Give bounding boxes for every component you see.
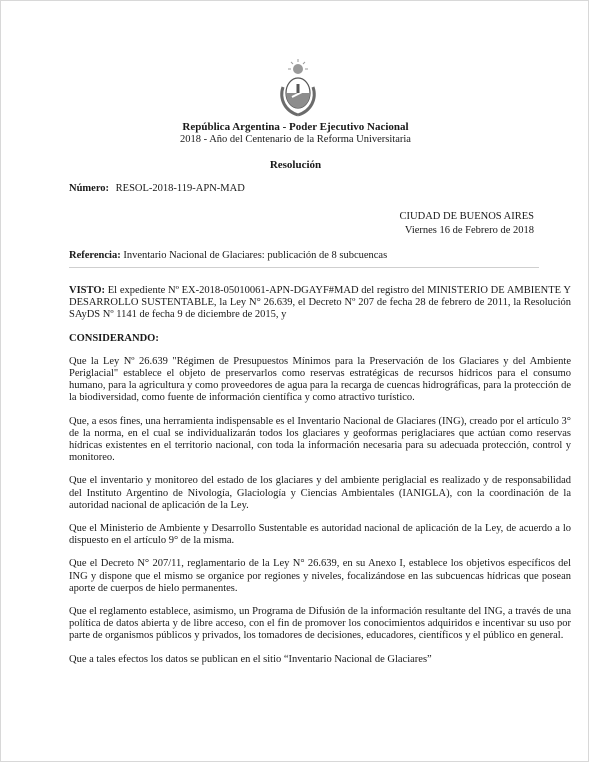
paragraph: Que el Decreto N° 207/11, reglamentario de la Ley N° 26.639, en su Anexo I, establece los objetivos específicos del ING y dispone que el mismo se organice por regiones y niveles, focalizándose en las subcuencas hídricas que posean aporte de cuerpos de hielo permanentes. — [69, 558, 571, 594]
reference-label: Referencia: — [69, 250, 121, 261]
divider — [69, 267, 539, 268]
paragraph: Que la Ley Nº 26.639 "Régimen de Presupuestos Mínimos para la Preservación de los Glaciares y del Ambiente Periglacial" establece el objeto de preservarlos como reservas estratégicas de recursos hídricos para el consumo humano, para la agricultura y como proveedores de agua para la recarga de cuencas hidrográficas, para la protección de la biodiversidad, como fuente de información científica y como atractivo turístico. — [69, 355, 571, 404]
coat-of-arms-icon — [277, 57, 319, 119]
paragraph: Que el Ministerio de Ambiente y Desarrollo Sustentable es autoridad nacional de aplicación de la Ley, de acuerdo a lo dispuesto en el artículo 9° de la misma. — [69, 523, 571, 547]
document-body — [69, 285, 571, 677]
paragraph: Que el inventario y monitoreo del estado de los glaciares y del ambiente periglacial es realizado y de responsabilidad del Instituto Argentino de Nivología, Glaciología y Ciencias Ambientales (IANIGLA), con la coordinación de la autoridad nacional de aplicación de la Ley. — [69, 475, 571, 511]
reference-value: Inventario Nacional de Glaciares: publicación de 8 subcuencas — [123, 250, 388, 261]
year-motto: 2018 - Año del Centenario de la Reforma Universitaria — [180, 134, 411, 145]
visto-paragraph — [69, 285, 571, 322]
city: CIUDAD DE BUENOS AIRES — [399, 211, 534, 222]
institution-header: República Argentina - Poder Ejecutivo Nacional — [182, 121, 409, 133]
visto-label: VISTO: — [69, 285, 105, 296]
paragraph: Que, a esos fines, una herramienta indispensable es el Inventario Nacional de Glaciares (ING), creado por el artículo 3° de la norma, en el cual se individualizarán todos los glaciares y geoformas periglaciares que actúan como reservas hídricas existentes en el territorio nacional, con toda la información necesaria para su adecuada protección, control y monitoreo. — [69, 415, 571, 464]
visto-text: El expediente Nº EX-2018-05010061-APN-DGAYF#MAD del registro del MINISTERIO DE AMBIENTE Y DESARROLLO SUSTENTABLE, la Ley N° 26.639, el Decreto Nº 207 de fecha 28 de febrero de 2011, la Resolución SAyDS Nº 1141 de fecha 9 de diciembre de 2015, y — [69, 285, 571, 321]
paragraph: Que el reglamento establece, asimismo, un Programa de Difusión de la información resultante del ING, a través de una política de datos abierta y de libre acceso, con el fin de promover los conocimientos adquiridos e incentivar su uso por parte de organismos públicos y privados, los tomadores de decisiones, educadores, científicos y el público en general. — [69, 606, 571, 642]
date: Viernes 16 de Febrero de 2018 — [404, 225, 534, 236]
document-number — [69, 183, 245, 194]
number-label: Número: — [69, 183, 110, 194]
document-type: Resolución — [269, 159, 322, 171]
number-value: RESOL-2018-119-APN-MAD — [115, 183, 245, 194]
considerando-heading: CONSIDERANDO: — [69, 332, 159, 344]
reference — [69, 250, 387, 261]
paragraph: Que a tales efectos los datos se publican en el sitio “Inventario Nacional de Glaciares” — [69, 653, 432, 665]
